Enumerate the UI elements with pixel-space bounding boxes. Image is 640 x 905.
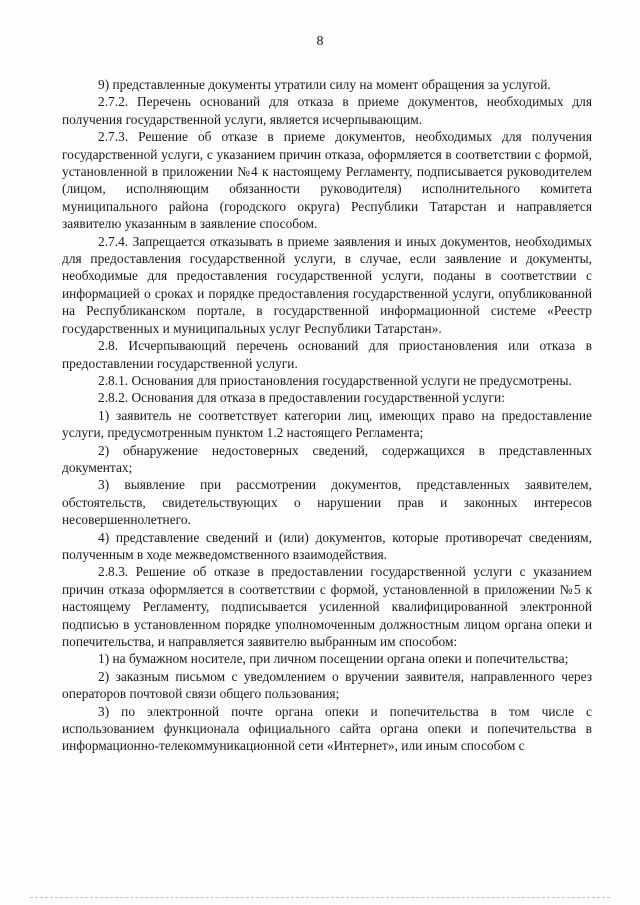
paragraph: 2.8.2. Основания для отказа в предоставлении государственной услуги: (98, 390, 505, 406)
paragraph: 2.8. Исчерпывающий перечень оснований для приостановления или отказа в предоставлении государственной услуги. (62, 338, 592, 371)
paragraph: 3) выявление при рассмотрении документов, представленных заявителем, обстоятельств, свидетельствующих о нарушении прав и законных интересов несовершеннолетнего. (62, 477, 592, 528)
paragraph: 2) обнаружение недостоверных сведений, содержащихся в представленных документах; (62, 442, 592, 475)
paragraph: 3) по электронной почте органа опеки и попечительства в том числе с использованием функционала официального сайта органа опеки и попечительства в информационно-телекоммуникационной сети «Интернет», или иным способом с (62, 703, 592, 754)
paragraph: 2.8.3. Решение об отказе в предоставлении государственной услуги с указанием причин отказа оформляется в соответствии с формой, установленной в приложении №5 к настоящему Регламенту, подписывается усиленной квалифицированной электронной подписью в установленном порядке уполномоченным должностным лицом органа опеки и попечительства, и направляется заявителю выбранным им способом: (62, 564, 592, 649)
paragraph: 2.7.4. Запрещается отказывать в приеме заявления и иных документов, необходимых для предоставления государственной услуги, в случае, если заявление и документы, необходимые для предоставления государственной услуги, поданы в соответствии с информацией о сроках и порядке предоставления государственной услуги, опубликованной на Республиканском портале, в государственной информационной системе «Реестр государственных и муниципальных услуг Республики Татарстан». (62, 233, 592, 336)
paragraph: 1) заявитель не соответствует категории лиц, имеющих право на предоставление услуги, предусмотренным пунктом 1.2 настоящего Регламента; (62, 407, 592, 441)
paragraph: 2) заказным письмом с уведомлением о вручении заявителя, направленного через операторов почтовой связи общего пользования; (62, 668, 592, 702)
page-number: 8 (316, 34, 324, 49)
scan-edge-divider (30, 897, 610, 899)
paragraph: 2.8.1. Основания для приостановления государственной услуги не предусмотрены. (98, 372, 572, 388)
paragraph: 2.7.2. Перечень оснований для отказа в приеме документов, необходимых для получения государственной услуги, является исчерпывающим. (62, 94, 592, 127)
paragraph: 1) на бумажном носителе, при личном посещении органа опеки и попечительства; (98, 651, 569, 667)
paragraph: 9) представленные документы утратили силу на момент обращения за услугой. (98, 77, 551, 92)
document-body (62, 76, 592, 755)
paragraph: 4) представление сведений и (или) документов, которые противоречат сведениям, полученным в ходе межведомственного взаимодействия. (62, 529, 592, 562)
paragraph: 2.7.3. Решение об отказе в приеме документов, необходимых для получения государственной услуги, с указанием причин отказа, оформляется в соответствии с формой, установленной в приложении №4 к настоящему Регламенту, подписывается руководителем (лицом, исполняющим обязанности руководителя) исполнительного комитета муниципального района (городского округа) Республики Татарстан и направляется заявителю указанным в заявление способом. (62, 129, 592, 232)
